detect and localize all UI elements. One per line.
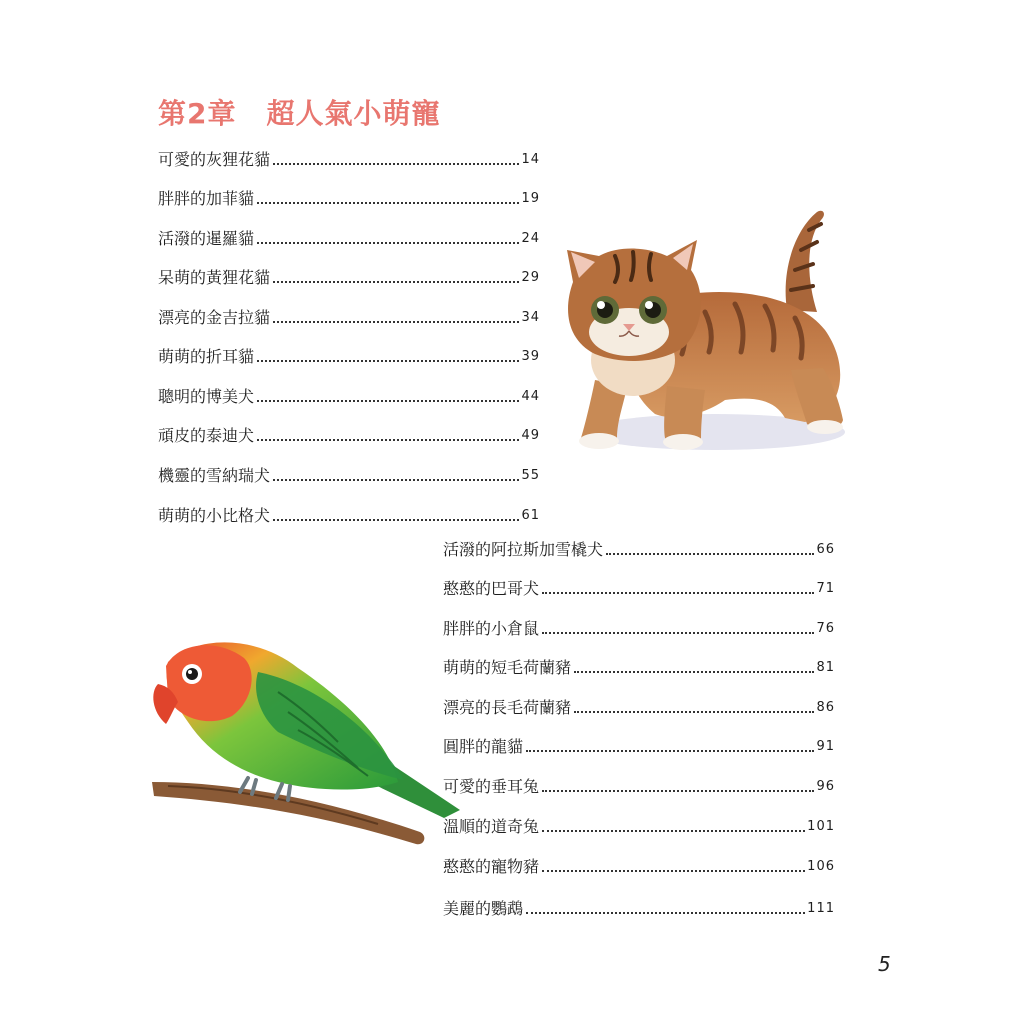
toc-entry-page: 24 <box>521 231 540 246</box>
dot-leader <box>257 399 519 402</box>
toc-entry-page: 55 <box>521 468 540 483</box>
dot-leader <box>542 869 805 872</box>
toc-entry[interactable] <box>443 895 835 919</box>
dot-leader <box>257 201 519 204</box>
dot-leader <box>273 320 519 323</box>
toc-entry[interactable] <box>158 343 540 367</box>
dot-leader <box>257 241 519 244</box>
toc-entry[interactable] <box>158 502 540 526</box>
lovebird-parrot-drawing <box>148 632 470 860</box>
toc-entry[interactable] <box>443 575 835 599</box>
toc-entry-label: 憨憨的寵物豬 <box>443 857 540 876</box>
toc-entry-page: 76 <box>816 621 835 636</box>
toc-entry-page: 19 <box>521 191 540 206</box>
dot-leader <box>526 911 805 914</box>
toc-entry-page: 61 <box>521 508 540 523</box>
toc-entry[interactable] <box>443 654 835 678</box>
dot-leader <box>542 591 814 594</box>
page-number: 5 <box>878 952 891 976</box>
toc-entry-label: 聰明的博美犬 <box>158 387 255 406</box>
dot-leader <box>542 631 814 634</box>
dot-leader <box>542 829 805 832</box>
toc-entry-label: 萌萌的折耳貓 <box>158 347 255 366</box>
toc-entry-label: 活潑的暹羅貓 <box>158 229 255 248</box>
dot-leader <box>526 749 814 752</box>
chapter-title <box>158 92 441 132</box>
toc-entry[interactable] <box>158 304 540 328</box>
toc-entry[interactable] <box>443 615 835 639</box>
toc-entry-label: 漂亮的金吉拉貓 <box>158 308 271 327</box>
toc-entry-page: 96 <box>816 779 835 794</box>
toc-entry-page: 44 <box>521 389 540 404</box>
toc-entry-label: 頑皮的泰迪犬 <box>158 426 255 445</box>
toc-entry-page: 29 <box>521 270 540 285</box>
toc-entry[interactable] <box>443 733 835 757</box>
toc-entry[interactable] <box>443 536 835 560</box>
toc-entry-label: 漂亮的長毛荷蘭豬 <box>443 698 572 717</box>
toc-entry[interactable] <box>443 853 835 877</box>
dot-leader <box>606 552 814 555</box>
toc-entry[interactable] <box>158 264 540 288</box>
toc-entry-page: 106 <box>807 859 835 874</box>
dot-leader <box>273 280 519 283</box>
toc-entry-page: 101 <box>807 819 835 834</box>
toc-entry-page: 111 <box>807 901 835 916</box>
chapter-number: 第2章 <box>158 97 237 130</box>
toc-entry[interactable] <box>443 773 835 797</box>
toc-entry[interactable] <box>158 383 540 407</box>
toc-entry[interactable] <box>158 185 540 209</box>
toc-entry-label: 美麗的鸚鵡 <box>443 899 524 918</box>
toc-entry-page: 34 <box>521 310 540 325</box>
toc-entry-label: 萌萌的小比格犬 <box>158 506 271 525</box>
toc-entry-page: 14 <box>521 152 540 167</box>
toc-entry[interactable] <box>443 813 835 837</box>
toc-entry-page: 49 <box>521 428 540 443</box>
toc-entry-label: 可愛的灰狸花貓 <box>158 150 271 169</box>
toc-entry-label: 圓胖的龍貓 <box>443 737 524 756</box>
toc-entry-page: 39 <box>521 349 540 364</box>
dot-leader <box>257 359 519 362</box>
toc-entry-label: 呆萌的黃狸花貓 <box>158 268 271 287</box>
toc-entry-label: 活潑的阿拉斯加雪橇犬 <box>443 540 604 559</box>
toc-entry-label: 溫順的道奇兔 <box>443 817 540 836</box>
dot-leader <box>273 162 519 165</box>
toc-entry-label: 憨憨的巴哥犬 <box>443 579 540 598</box>
dot-leader <box>273 518 519 521</box>
toc-entry-page: 81 <box>816 660 835 675</box>
toc-entry-label: 可愛的垂耳兔 <box>443 777 540 796</box>
toc-entry[interactable] <box>443 694 835 718</box>
toc-entry-label: 胖胖的小倉鼠 <box>443 619 540 638</box>
chapter-name: 超人氣小萌寵 <box>266 97 441 130</box>
dot-leader <box>574 670 814 673</box>
tabby-kitten-drawing <box>555 200 855 462</box>
toc-entry-label: 萌萌的短毛荷蘭豬 <box>443 658 572 677</box>
dot-leader <box>574 710 814 713</box>
parrot-illustration <box>148 632 470 860</box>
toc-entry[interactable] <box>158 462 540 486</box>
dot-leader <box>257 438 519 441</box>
dot-leader <box>542 789 814 792</box>
toc-entry-page: 66 <box>816 542 835 557</box>
toc-entry-page: 86 <box>816 700 835 715</box>
toc-entry-label: 胖胖的加菲貓 <box>158 189 255 208</box>
toc-entry-label: 機靈的雪納瑞犬 <box>158 466 271 485</box>
toc-entry[interactable] <box>158 422 540 446</box>
kitten-illustration <box>555 200 855 462</box>
dot-leader <box>273 478 519 481</box>
toc-entry[interactable] <box>158 225 540 249</box>
toc-entry-page: 91 <box>816 739 835 754</box>
toc-entry-page: 71 <box>816 581 835 596</box>
toc-entry[interactable] <box>158 146 540 170</box>
